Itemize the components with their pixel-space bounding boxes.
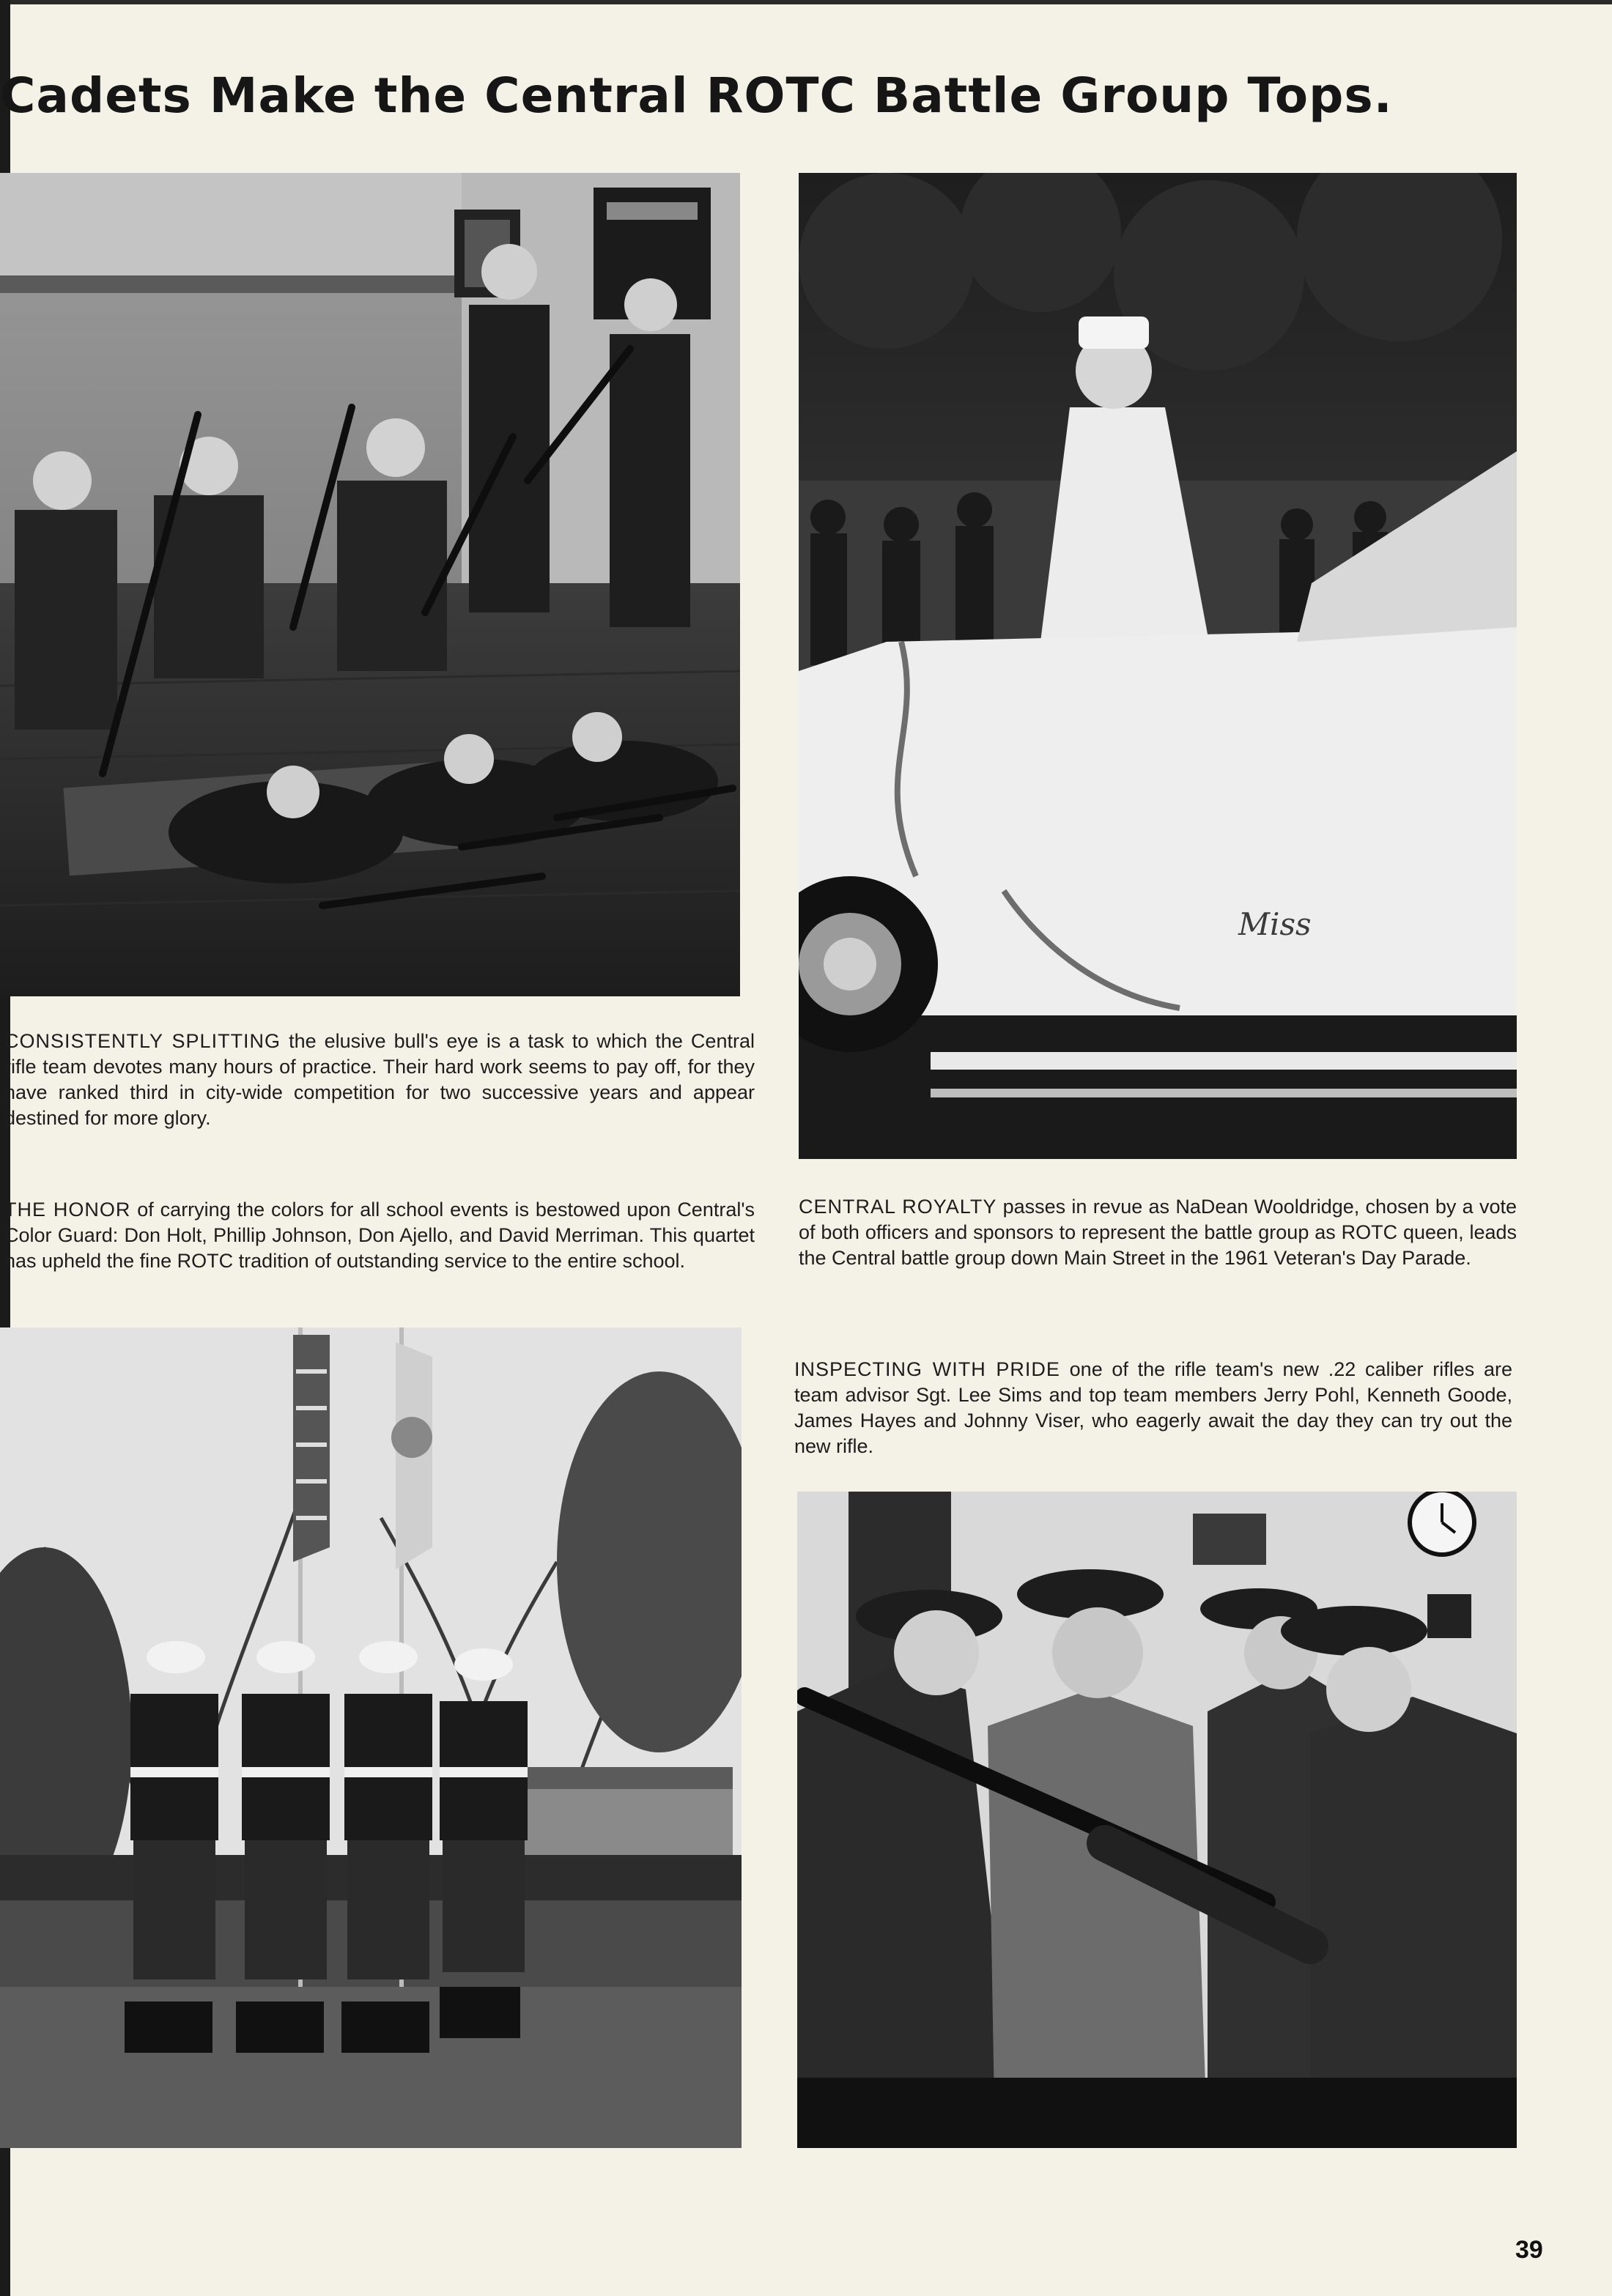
page-number: 39 (1515, 2236, 1543, 2264)
caption-color-guard-lead: THE HONOR (4, 1199, 131, 1221)
rifle-team-photo (0, 173, 740, 996)
caption-color-guard (4, 1197, 755, 1274)
caption-inspecting-lead: INSPECTING WITH PRIDE (794, 1358, 1060, 1380)
caption-inspecting (794, 1357, 1512, 1459)
caption-royalty (799, 1194, 1517, 1271)
caption-color-guard-text: of carrying the colors for all school events is bestowed upon Central's Color Guard: Don Holt, Phillip Johnson, Don Ajello, and David Merriman. This quartet has upheld the fine ROTC tradition of outstanding service to the entire school. (4, 1199, 755, 1272)
caption-royalty-lead: CENTRAL ROYALTY (799, 1196, 997, 1218)
inspecting-rifle-photo (797, 1492, 1517, 2148)
rotc-queen-parade-photo (799, 173, 1517, 1159)
caption-royalty-text: passes in revue as NaDean Wooldridge, chosen by a vote of both officers and sponsors to represent the battle group as ROTC queen, leads the Central battle group down Main Street in the 1961 Veteran's Day Parade. (799, 1196, 1517, 1269)
page-title: Cadets Make the Central ROTC Battle Group Tops. (0, 67, 1393, 124)
caption-inspecting-text: one of the rifle team's new .22 caliber rifles are team advisor Sgt. Lee Sims and top team members Jerry Pohl, Kenneth Goode, James Hayes and Johnny Viser, who eagerly await the day they can try out the new rifle. (794, 1358, 1512, 1457)
caption-rifle-team-lead: CONSISTENTLY SPLITTING (4, 1030, 281, 1052)
caption-rifle-team (4, 1029, 755, 1131)
page-edge-top (0, 0, 1612, 4)
car-door-script-text: Miss (1238, 906, 1312, 942)
color-guard-photo (0, 1327, 742, 2148)
caption-rifle-team-text: the elusive bull's eye is a task to which the Central rifle team devotes many hours of practice. Their hard work seems to pay off, for they have ranked third in city-wide competition for two successive years and appear destined for more glory. (4, 1030, 755, 1129)
